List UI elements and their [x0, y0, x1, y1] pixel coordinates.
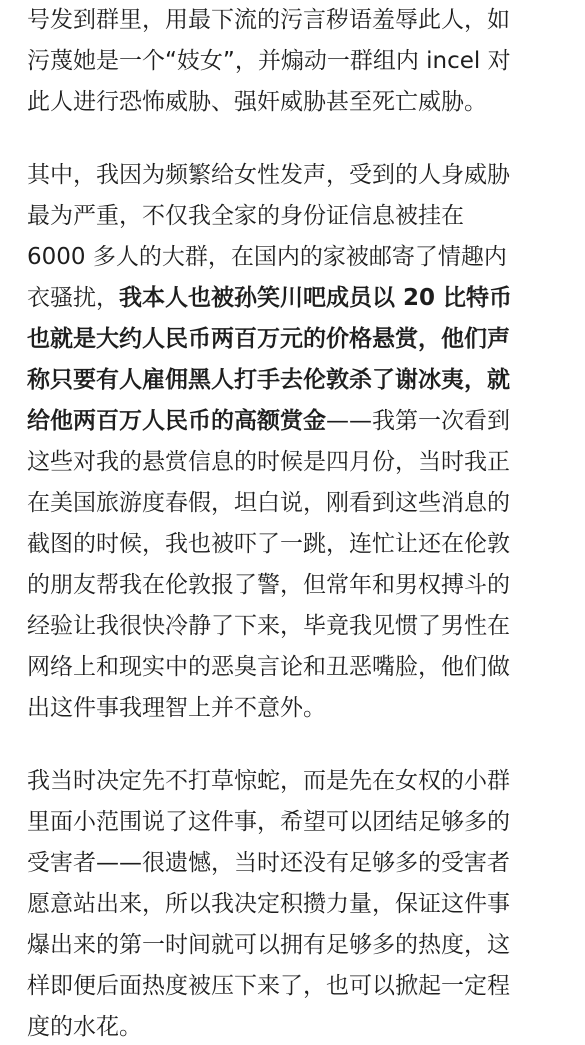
text-line [27, 403, 510, 439]
text-run: 衣骚扰， [27, 285, 119, 311]
bold-text-run: 称只要有人雇佣黑人打手去伦敦杀了谢冰夷，就 [27, 367, 510, 393]
text-line [27, 608, 510, 644]
text-run: 度的水花。 [27, 1014, 142, 1040]
text-run: 的朋友帮我在伦敦报了警，但常年和男权搏斗的 [27, 572, 510, 598]
text-line [27, 84, 487, 120]
text-line [27, 804, 510, 840]
text-run: 愿意站出来，所以我决定积攒力量，保证这件事 [27, 891, 510, 917]
text-line [27, 43, 511, 79]
text-run: 最为严重，不仅我全家的身份证信息被挂在 [27, 203, 464, 229]
text-run: ——我第一次看到 [326, 408, 510, 434]
text-run: 经验让我很快冷静了下来，毕竟我见惯了男性在 [27, 613, 510, 639]
text-line [27, 1009, 142, 1045]
text-run: 这些对我的悬赏信息的时候是四月份，当时我正 [27, 449, 510, 475]
text-line [27, 927, 510, 963]
text-line [27, 280, 512, 316]
text-line [27, 321, 510, 357]
text-line [27, 485, 510, 521]
text-line [27, 444, 510, 480]
text-line [27, 886, 510, 922]
text-line [27, 690, 326, 726]
bold-text-run: 也就是大约人民币两百万元的价格悬赏，他们声 [27, 326, 510, 352]
text-line [27, 239, 507, 275]
text-run: 其中，我因为频繁给女性发声，受到的人身威胁 [27, 162, 510, 188]
bold-text-run: 我本人也被孙笑川吧成员以 20 比特币 [119, 285, 513, 311]
text-run: 污蔑她是一个“妓女”，并煽动一群组内 incel 对 [27, 48, 511, 74]
text-line [27, 198, 464, 234]
text-run: 号发到群里，用最下流的污言秽语羞辱此人，如 [27, 7, 510, 33]
text-line [27, 362, 510, 398]
text-line [27, 2, 510, 38]
text-run: 爆出来的第一时间就可以拥有足够多的热度，这 [27, 932, 510, 958]
text-run: 网络上和现实中的恶臭言论和丑恶嘴脸，他们做 [27, 654, 510, 680]
text-run: 里面小范围说了这件事，希望可以团结足够多的 [27, 809, 510, 835]
text-run: 出这件事我理智上并不意外。 [27, 695, 326, 721]
bold-text-run: 给他两百万人民币的高额赏金 [27, 408, 326, 434]
text-line [27, 526, 510, 562]
text-run: 此人进行恐怖威胁、强奸威胁甚至死亡威胁。 [27, 89, 487, 115]
text-run: 样即便后面热度被压下来了，也可以掀起一定程 [27, 973, 510, 999]
text-line [27, 968, 510, 1004]
text-run: 受害者——很遗憾，当时还没有足够多的受害者 [27, 850, 510, 876]
text-run: 我当时决定先不打草惊蛇，而是先在女权的小群 [27, 768, 510, 794]
text-line [27, 157, 510, 193]
text-line [27, 649, 510, 685]
text-run: 6000 多人的大群，在国内的家被邮寄了情趣内 [27, 244, 507, 270]
text-line [27, 567, 510, 603]
text-line [27, 763, 510, 799]
text-run: 截图的时候，我也被吓了一跳，连忙让还在伦敦 [27, 531, 510, 557]
text-line [27, 845, 510, 881]
text-run: 在美国旅游度春假，坦白说，刚看到这些消息的 [27, 490, 510, 516]
